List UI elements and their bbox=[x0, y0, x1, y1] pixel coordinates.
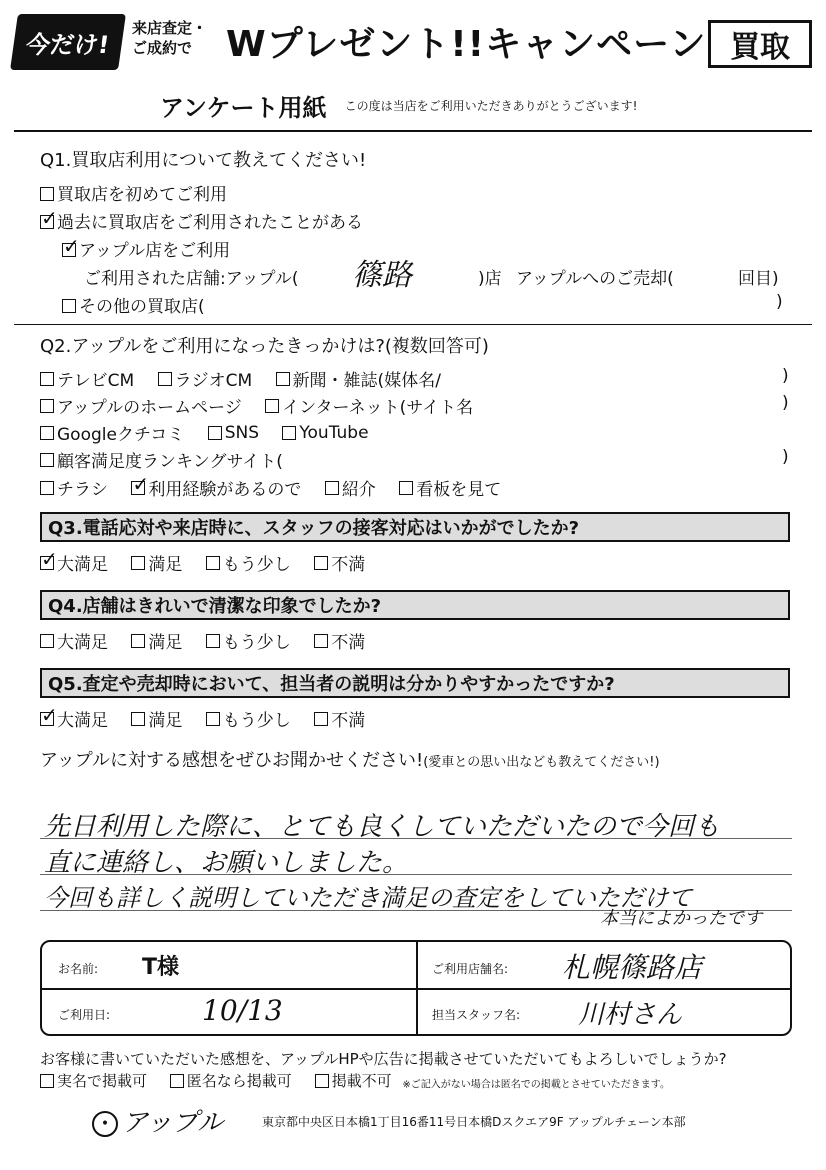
rating-label: 不満 bbox=[331, 711, 366, 731]
checkbox[interactable] bbox=[399, 481, 413, 495]
staff-name-label: 担当スタッフ名: bbox=[432, 1008, 521, 1022]
q5-ratings bbox=[40, 706, 383, 731]
checkbox[interactable] bbox=[282, 426, 296, 440]
checkbox[interactable] bbox=[315, 1074, 329, 1088]
rating-label: 不満 bbox=[331, 633, 366, 653]
publish-note: ※ご記入がない場合は匿名での掲載とさせていただきます。 bbox=[402, 1079, 670, 1091]
rating-label: もう少し bbox=[222, 633, 291, 653]
checkbox-checked[interactable] bbox=[40, 215, 54, 229]
ima-dake-badge: 今だけ! bbox=[10, 14, 126, 70]
rating-label: 満足 bbox=[148, 711, 183, 731]
q2-tv-label: テレビCM bbox=[57, 371, 135, 391]
checkbox[interactable] bbox=[325, 481, 339, 495]
publish-not-allowed[interactable] bbox=[315, 1070, 392, 1091]
publish-anonymous[interactable] bbox=[170, 1070, 292, 1091]
q4-very-satisfied[interactable] bbox=[40, 628, 108, 653]
store-name-value: 札幌篠路店 bbox=[562, 951, 703, 984]
q1-store-row bbox=[84, 264, 299, 289]
comment-line-3: 今回も詳しく説明していただき満足の査定をしていただけて bbox=[44, 884, 692, 912]
checkbox[interactable] bbox=[40, 634, 54, 648]
q2-flyer-option[interactable] bbox=[40, 475, 108, 500]
impressions-prompt-text: アップルに対する感想をぜひお聞かせください! bbox=[40, 750, 424, 771]
q1-store-label: ご利用された店舗:アップル( bbox=[84, 269, 299, 289]
q1-opt-first[interactable] bbox=[40, 180, 227, 205]
banner-sub-line1: 来店査定・ bbox=[132, 19, 208, 37]
q1-store-value: 篠路 bbox=[352, 258, 412, 293]
q2-internet-option[interactable] bbox=[265, 393, 473, 418]
checkbox[interactable] bbox=[40, 481, 54, 495]
q5-could-be-better[interactable] bbox=[206, 706, 291, 731]
q1-opt-past-label: 過去に買取店をご利用されたことがある bbox=[57, 213, 363, 233]
store-name-label: ご利用店舗名: bbox=[432, 962, 509, 976]
q2-newspaper-option[interactable] bbox=[276, 366, 441, 391]
checkbox[interactable] bbox=[131, 556, 145, 570]
checkbox[interactable] bbox=[131, 634, 145, 648]
q1-opt-apple[interactable] bbox=[62, 236, 230, 261]
checkbox[interactable] bbox=[314, 712, 328, 726]
checkbox[interactable] bbox=[40, 372, 54, 386]
impressions-prompt bbox=[40, 746, 660, 772]
banner-subtext bbox=[132, 18, 207, 58]
q2-signboard-label: 看板を見て bbox=[416, 480, 502, 500]
q3-very-satisfied[interactable] bbox=[40, 550, 108, 575]
close-paren: ) bbox=[776, 292, 783, 312]
name-label: お名前: bbox=[58, 962, 99, 976]
comment-line-4: 本当によかったです bbox=[600, 908, 762, 929]
checkbox[interactable] bbox=[40, 453, 54, 467]
q2-sns-label: SNS bbox=[224, 422, 259, 443]
name-value: T様 bbox=[142, 955, 180, 980]
q1-question: Q1.買取店利用について教えてください! bbox=[40, 150, 367, 171]
thanks-text: この度は当店をご利用いただきありがとうございます! bbox=[344, 99, 638, 113]
company-address: 東京都中央区日本橋1丁目16番11号日本橋Dスクエア9F アップルチェーン本部 bbox=[262, 1115, 686, 1129]
q2-youtube-label: YouTube bbox=[299, 422, 369, 443]
q1-opt-apple-label: アップル店をご利用 bbox=[79, 241, 231, 261]
q2-row2 bbox=[40, 393, 491, 418]
q2-signboard-option[interactable] bbox=[399, 475, 501, 500]
campaign-banner bbox=[14, 10, 812, 72]
visit-date-value: 10/13 bbox=[202, 994, 283, 1027]
rating-label: 大満足 bbox=[57, 633, 108, 653]
q2-question: Q2.アップルをご利用になったきっかけは?(複数回答可) bbox=[40, 336, 489, 357]
q3-dissatisfied[interactable] bbox=[314, 550, 365, 575]
q3-could-be-better[interactable] bbox=[206, 550, 291, 575]
comment-line-1: 先日利用した際に、とても良くしていただいたので今回も bbox=[44, 812, 721, 842]
q2-homepage-option[interactable] bbox=[40, 393, 242, 418]
q1-sale-label: アップルへのご売却( bbox=[516, 269, 674, 289]
q2-row3 bbox=[40, 420, 387, 445]
publish-options bbox=[40, 1070, 670, 1092]
apple-fruit-icon: • bbox=[92, 1111, 118, 1137]
q2-youtube-option[interactable] bbox=[282, 423, 368, 443]
rating-label: 満足 bbox=[148, 633, 183, 653]
publish-question: お客様に書いていただいた感想を、アップルHPや広告に掲載させていただいてもよろしいでしょうか? bbox=[40, 1050, 727, 1068]
checkbox[interactable] bbox=[62, 299, 76, 313]
q3-ratings bbox=[40, 550, 383, 575]
comment-line-2: 直に連絡し、お願いしました。 bbox=[44, 848, 409, 878]
q4-could-be-better[interactable] bbox=[206, 628, 291, 653]
q2-referral-option[interactable] bbox=[325, 475, 376, 500]
staff-name-value: 川村さん bbox=[578, 1000, 683, 1030]
checkbox[interactable] bbox=[40, 187, 54, 201]
publish-anon-label: 匿名なら掲載可 bbox=[186, 1072, 292, 1090]
checkbox[interactable] bbox=[206, 556, 220, 570]
close-paren: ) bbox=[782, 366, 789, 386]
q2-radio-label: ラジオCM bbox=[174, 371, 253, 391]
publish-no-label: 掲載不可 bbox=[331, 1072, 392, 1090]
banner-sub-line2: ご成約で bbox=[132, 39, 193, 57]
checkbox[interactable] bbox=[206, 634, 220, 648]
q2-sns-option[interactable] bbox=[208, 423, 259, 443]
q2-newspaper-label: 新聞・雑誌(媒体名/ bbox=[292, 371, 441, 391]
publish-real-name[interactable] bbox=[40, 1070, 147, 1091]
q5-satisfied[interactable] bbox=[131, 706, 182, 731]
rating-label: もう少し bbox=[222, 711, 291, 731]
q1-opt-past[interactable] bbox=[40, 208, 363, 233]
q1-opt-first-label: 買取店を初めてご利用 bbox=[57, 185, 227, 205]
divider bbox=[42, 988, 790, 990]
close-paren: ) bbox=[782, 447, 789, 467]
checkbox-checked[interactable] bbox=[40, 556, 54, 570]
q2-google-label: Googleクチコミ bbox=[57, 425, 185, 445]
survey-subtitle bbox=[160, 88, 637, 123]
checkbox[interactable] bbox=[276, 372, 290, 386]
checkbox[interactable] bbox=[208, 426, 222, 440]
q2-google-option[interactable] bbox=[40, 420, 184, 445]
checkbox[interactable] bbox=[314, 556, 328, 570]
rating-label: 不満 bbox=[331, 555, 366, 575]
q5-very-satisfied[interactable] bbox=[40, 706, 108, 731]
q1-store-suffix: )店 bbox=[478, 269, 502, 289]
q2-experience-option[interactable] bbox=[131, 475, 301, 500]
q2-experience-label: 利用経験があるので bbox=[148, 480, 302, 500]
checkbox[interactable] bbox=[206, 712, 220, 726]
q2-internet-label: インターネット(サイト名 bbox=[282, 398, 474, 418]
q2-row4 bbox=[40, 447, 301, 472]
rating-label: 大満足 bbox=[57, 555, 108, 575]
divider bbox=[14, 130, 812, 132]
impressions-prompt-small: (愛車との思い出なども教えてください!) bbox=[423, 755, 660, 770]
q2-ranking-option[interactable] bbox=[40, 447, 283, 472]
q2-row1 bbox=[40, 366, 459, 391]
q2-tv-option[interactable] bbox=[40, 366, 134, 391]
banner-title: Wプレゼント!!キャンペーン bbox=[226, 24, 707, 65]
q2-flyer-label: チラシ bbox=[57, 480, 108, 500]
checkbox[interactable] bbox=[265, 399, 279, 413]
checkbox-checked[interactable] bbox=[131, 481, 145, 495]
checkbox[interactable] bbox=[131, 712, 145, 726]
checkbox[interactable] bbox=[158, 372, 172, 386]
rating-label: もう少し bbox=[222, 555, 291, 575]
checkbox[interactable] bbox=[40, 1074, 54, 1088]
q3-question: Q3.電話応対や来店時に、スタッフの接客対応はいかがでしたか? bbox=[40, 512, 790, 542]
q4-satisfied[interactable] bbox=[131, 628, 182, 653]
q2-referral-label: 紹介 bbox=[341, 480, 376, 500]
q3-satisfied[interactable] bbox=[131, 550, 182, 575]
publish-real-label: 実名で掲載可 bbox=[57, 1072, 148, 1090]
checkbox-checked[interactable] bbox=[62, 243, 76, 257]
q4-dissatisfied[interactable] bbox=[314, 628, 365, 653]
apple-logo bbox=[92, 1102, 223, 1139]
q2-homepage-label: アップルのホームページ bbox=[57, 398, 242, 418]
checkbox-checked[interactable] bbox=[40, 712, 54, 726]
visit-date-label: ご利用日: bbox=[58, 1008, 111, 1022]
apple-logo-text: アップル bbox=[122, 1108, 224, 1138]
kaitori-logo: 買取 bbox=[708, 20, 812, 68]
divider bbox=[14, 324, 812, 325]
q1-sale-suffix: 回目) bbox=[738, 269, 779, 289]
q5-question: Q5.査定や売却時において、担当者の説明は分かりやすかったですか? bbox=[40, 668, 790, 698]
checkbox[interactable] bbox=[314, 634, 328, 648]
q4-ratings bbox=[40, 628, 383, 653]
checkbox[interactable] bbox=[40, 399, 54, 413]
q2-ranking-label: 顧客満足度ランキングサイト( bbox=[57, 452, 283, 472]
q1-opt-other-label: その他の買取店( bbox=[79, 297, 205, 317]
close-paren: ) bbox=[782, 393, 789, 413]
customer-info-box bbox=[40, 940, 792, 1036]
checkbox[interactable] bbox=[40, 426, 54, 440]
checkbox[interactable] bbox=[170, 1074, 184, 1088]
q2-radio-option[interactable] bbox=[158, 366, 253, 391]
q2-row5 bbox=[40, 475, 519, 500]
rating-label: 満足 bbox=[148, 555, 183, 575]
rating-label: 大満足 bbox=[57, 711, 108, 731]
q5-dissatisfied[interactable] bbox=[314, 706, 365, 731]
q4-question: Q4.店舗はきれいで清潔な印象でしたか? bbox=[40, 590, 790, 620]
q1-opt-other[interactable] bbox=[62, 292, 205, 317]
survey-title: アンケート用紙 bbox=[160, 94, 327, 122]
